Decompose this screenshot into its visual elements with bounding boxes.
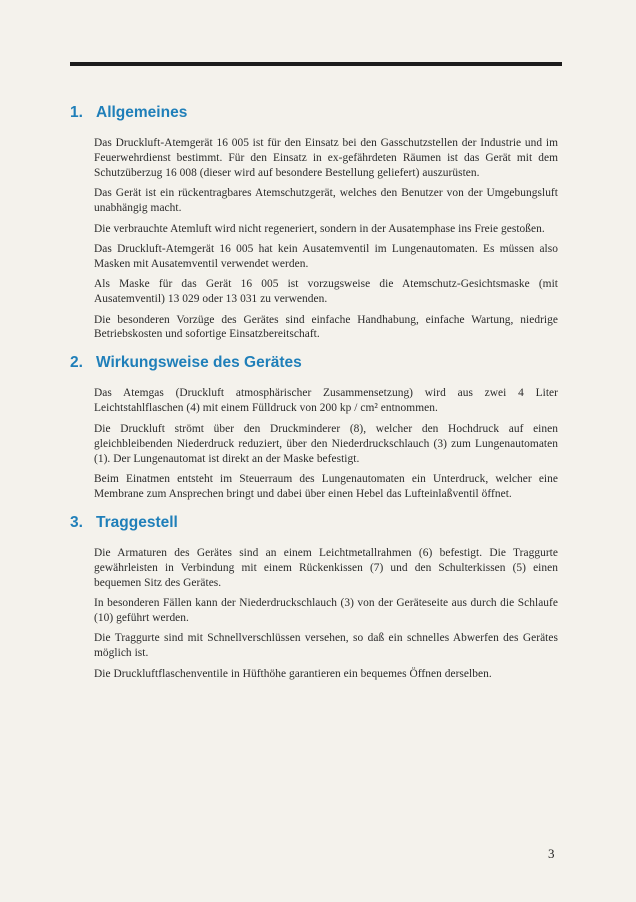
section-heading xyxy=(70,514,558,532)
paragraph: Die Traggurte sind mit Schnellverschlüssen versehen, so daß ein schnelles Abwerfen des Gerätes möglich ist. xyxy=(94,632,558,660)
section-wirkungsweise xyxy=(70,354,558,501)
section-heading xyxy=(70,354,558,372)
paragraph: Beim Einatmen entsteht im Steuerraum des Lungenautomaten ein Unterdruck, welcher eine Membrane zum Ansprechen bringt und dabei über einen Hebel das Lufteinlaßventil öffnet. xyxy=(94,472,558,500)
paragraph: Die verbrauchte Atemluft wird nicht regeneriert, sondern in der Ausatemphase ins Freie gestoßen. xyxy=(94,222,545,235)
page-number: 3 xyxy=(548,846,555,861)
section-number: 3. xyxy=(70,513,83,531)
paragraph: Die Druckluft strömt über den Druckminderer (8), welcher den Hochdruck auf einen gleichbleibenden Niederdruck reduziert, über den Niederdruckschlauch (3) zum Lungenautomaten (1). Der Lungenautomat ist direkt an der Maske befestigt. xyxy=(94,422,558,465)
section-traggestell xyxy=(70,513,558,682)
section-title: Traggestell xyxy=(96,513,178,531)
paragraph: In besonderen Fällen kann der Niederdruckschlauch (3) von der Geräteseite aus durch die Schlaufe (10) geführt werden. xyxy=(94,596,558,624)
paragraph: Das Gerät ist ein rückentragbares Atemschutzgerät, welches den Benutzer von der Umgebungsluft unabhängig macht. xyxy=(94,187,558,215)
section-allgemeines xyxy=(70,104,558,342)
paragraph: Das Druckluft-Atemgerät 16 005 hat kein Ausatemventil im Lungenautomaten. Es müssen also Masken mit Ausatemventil verwendet werden. xyxy=(94,242,558,270)
paragraph: Das Atemgas (Druckluft atmosphärischer Zusammensetzung) wird aus zwei 4 Liter Leichtstahlflaschen (4) mit einem Fülldruck von 200 kp / cm² entnommen. xyxy=(94,387,558,415)
document-body xyxy=(70,104,558,693)
top-rule xyxy=(70,62,562,66)
paragraph: Als Maske für das Gerät 16 005 ist vorzugsweise die Atemschutz-Gesichtsmaske (mit Ausatemventil) 13 029 oder 13 031 zu verwenden. xyxy=(94,278,558,306)
paragraph: Die Druckluftflaschenventile in Hüfthöhe garantieren ein bequemes Öffnen derselben. xyxy=(94,667,492,680)
paragraph: Die besonderen Vorzüge des Gerätes sind einfache Handhabung, einfache Wartung, niedrige Betriebskosten und sofortige Einsatzbereitschaft. xyxy=(94,313,558,341)
section-number: 1. xyxy=(70,104,83,121)
section-title: Allgemeines xyxy=(96,104,188,121)
section-title: Wirkungsweise des Gerätes xyxy=(96,354,302,372)
section-heading xyxy=(70,104,558,122)
section-number: 2. xyxy=(70,354,83,372)
paragraph: Das Druckluft-Atemgerät 16 005 ist für den Einsatz bei den Gasschutzstellen der Industrie und im Feuerwehrdienst bestimmt. Für den Einsatz in ex-gefährdeten Räumen ist das Gerät mit dem Schutzüberzug 16 008 (dieser wird auf besondere Bestellung geliefert) auszurüsten. xyxy=(94,137,558,179)
paragraph: Die Armaturen des Gerätes sind an einem Leichtmetallrahmen (6) befestigt. Die Traggurte gewährleisten in Verbindung mit einem Rückenkissen (7) und den Schulterkissen (5) einen bequemen Sitz des Gerätes. xyxy=(94,546,558,589)
